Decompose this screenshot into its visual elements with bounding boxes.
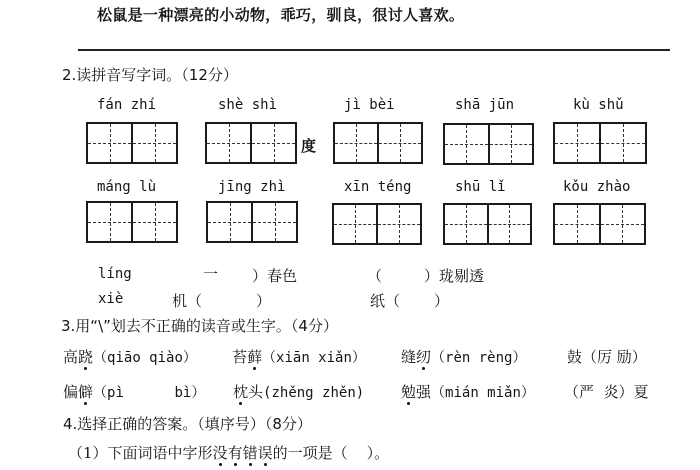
q3-item-yanxia[interactable] [564,381,649,402]
q3-word-char: 高 [63,348,79,366]
xie-item1[interactable]: 机（ [172,292,203,310]
writing-grid-sheshi[interactable] [205,122,297,164]
q2-title: 2.读拼音写字词。（12分） [62,66,238,84]
q3-item-taixian[interactable] [232,346,366,367]
writing-grid-kouzhao[interactable] [553,203,646,245]
q3-word-char-dotted: 跷 [78,348,94,366]
q1-sentence: 松鼠是一种漂亮的小动物，乖巧，驯良，很讨人喜欢。 [97,6,465,24]
writing-grid-jingzhi[interactable] [206,201,298,243]
answer-line[interactable] [78,49,670,51]
ling-item2-open[interactable]: （ [367,267,383,285]
pinyin-shajun: shā jūn [455,97,515,113]
writing-grid-kushu[interactable] [553,122,647,164]
q4-sub1-text: （1）下面词语中字形 [68,444,213,462]
q3-item-gaoqiao[interactable] [63,346,197,367]
xie-item2[interactable]: 纸（ [370,292,401,310]
pinyin-jibei: jì bèi [344,97,395,113]
q3-word-char-dotted: 僻 [78,383,94,401]
pinyin-fanzhi: fán zhí [97,97,157,113]
q3-word-char: 偏 [63,383,79,401]
pinyin-xie: xiè [98,291,124,307]
q3-options[interactable]: （严 炎） [564,383,634,401]
q4-sub1-answer-blank[interactable]: 的一项是（ ）。 [272,444,390,462]
q4-dotted-char: 有 [227,444,243,462]
q3-options[interactable]: （qiāo qiào） [93,350,197,366]
pinyin-xinteng: xīn téng [344,179,412,195]
q3-options[interactable]: （mián miǎn） [431,385,535,401]
writing-grid-fanzhi[interactable] [86,122,178,164]
xie-item1-close: ） [256,292,272,310]
q4-dotted-char: 没 [212,444,228,462]
q3-options[interactable]: （厉 励） [582,348,647,366]
suffix-du: 度 [301,137,317,155]
q3-word-char: 鼓 [567,348,583,366]
writing-grid-shuli[interactable] [443,203,532,245]
q3-word-char: 强 [416,383,432,401]
q3-item-fengren[interactable] [401,346,526,367]
q3-word-char-dotted: 纫 [416,348,432,366]
q4-title: 4.选择正确的答案。（填序号）（8分） [63,415,312,433]
q3-item-mianqiang[interactable] [401,381,535,402]
writing-grid-manglu[interactable] [86,201,178,243]
ling-item2-text: ）珑剔透 [424,267,485,285]
pinyin-kushu: kù shǔ [573,97,624,113]
q3-item-guli[interactable] [567,346,647,367]
writing-grid-jibei[interactable] [333,122,423,164]
q3-word-char: 头 [248,383,264,401]
pinyin-manglu: máng lù [97,179,157,195]
q3-word-char-dotted: 枕 [233,383,249,401]
q3-title: 3.用“\”划去不正确的读音或生字。（4分） [61,317,338,335]
q3-options[interactable]: （rèn rèng） [431,350,527,366]
q3-word-char-dotted: 勉 [401,383,417,401]
q3-options[interactable]: （pì bì） [93,385,206,401]
ling-item1-text: ）春色 [252,267,298,285]
q4-sub1 [68,442,389,463]
writing-grid-shajun[interactable] [443,123,534,165]
q4-dotted-char: 误 [257,444,273,462]
pinyin-shuli: shū lǐ [455,179,506,195]
q3-options[interactable]: （xiān xiǎn） [262,350,366,366]
xie-item2-close: ） [434,292,450,310]
q3-word-char: 苔 [232,348,248,366]
q3-word-char-dotted: 藓 [247,348,263,366]
pinyin-ling: líng [98,266,132,282]
q3-options[interactable]: (zhěng zhěn) [263,385,365,401]
q3-item-pianpi[interactable] [63,381,205,402]
q3-word-char: 缝 [401,348,417,366]
q3-item-zhentou[interactable] [233,381,364,402]
ling-item1-blank[interactable]: 一 [203,265,219,283]
pinyin-jingzhi: jīng zhì [218,179,286,195]
q3-word-char: 夏 [633,383,649,401]
writing-grid-xinteng[interactable] [332,203,422,245]
pinyin-sheshi: shè shì [218,97,278,113]
pinyin-kouzhao: kǒu zhào [563,179,631,195]
q4-dotted-char: 错 [242,444,258,462]
